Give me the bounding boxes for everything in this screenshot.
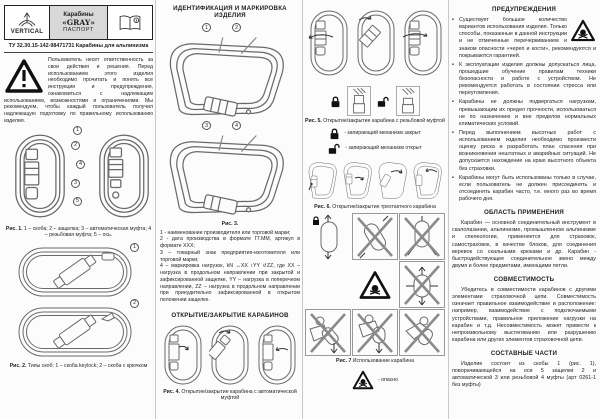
doc-title-line2: «GRAY» xyxy=(62,18,95,27)
callout-4-badge: 4 xyxy=(76,160,85,169)
auto-gate-step-open-drawing xyxy=(209,323,251,387)
gate-detail-row xyxy=(305,86,445,116)
figures-column xyxy=(305,2,445,390)
warning-item-text: Существует большое количество вариантов использования изделия. Только способы, показанные в данной инструкции и не отмеченные перечеркиванием и знаком опасности «череп и кости», рекомендуются и покрываются гарантией. xyxy=(459,17,596,59)
lock-closed-label: - запирающий механизм закрыт xyxy=(344,130,421,136)
figure-7-caption: Рис. 7 Использование карабина xyxy=(336,358,414,364)
triact-step-3-drawing xyxy=(376,158,409,202)
figure-4 xyxy=(160,323,300,387)
tu-standard-line: ТУ 32.30.15-142-98471731 Карабины для альпинизма xyxy=(4,40,153,53)
warning-item xyxy=(452,17,596,60)
usage-wrong-edge-3-cell xyxy=(399,309,445,356)
warning-item-text: К эксплуатации изделия должны допускаться лица, прошедшие обучение правилам техники безопасности и работе с устройством. Не рекомендуется работать в состоянии стресса или переутомления. xyxy=(459,61,596,97)
figure-3a xyxy=(160,23,300,119)
triact-step-1-drawing xyxy=(306,158,339,202)
gate-closed-detail-drawing xyxy=(347,86,371,116)
figure-3b xyxy=(160,121,300,219)
usage-wrong-edge-2-cell xyxy=(352,309,398,356)
warnings-heading: ПРЕДУПРЕЖДЕНИЯ xyxy=(491,6,557,13)
manual-book-icon xyxy=(118,14,142,32)
figure-1 xyxy=(4,128,153,224)
skull-danger-icon xyxy=(358,270,392,300)
bullet-marker: • xyxy=(452,174,454,181)
callout-keylock-badge: 1 xyxy=(130,243,139,252)
marking-item: 4 – маркировка нагрузок, kN ↔XX ↕YY ↺ZZ, где XX – нагрузка в продольном направлении при закрытой и зафиксированной защелке, YY – нагрузка в поперечном направлении, ZZ – нагрузка в продольном направлении при принудительно зафиксированной в открытом положении защелке. xyxy=(160,263,300,303)
marking-item: 3 – товарный знак предприятия-изготовителя или торговой марки; xyxy=(160,249,300,263)
danger-triangle-cell xyxy=(352,261,398,308)
bullet-marker: • xyxy=(452,99,454,106)
callout-1-badge: 1 xyxy=(73,126,82,135)
callout-mark-1: 1 xyxy=(202,23,211,32)
triact-step-2-drawing xyxy=(341,158,374,202)
d-carabiner-marking-drawing-2 xyxy=(164,133,294,215)
column-divider xyxy=(155,0,156,419)
brand-text: VERTICAL xyxy=(10,28,44,35)
oval-carabiner-screw-gate-drawing xyxy=(96,131,152,221)
bullet-marker: • xyxy=(452,17,454,23)
usage-wrong-edge-1-drawing xyxy=(308,311,348,355)
figure-5 xyxy=(305,2,445,84)
warning-item xyxy=(452,62,596,98)
warning-item-text: Карабины могут быть использованы только в случае, если пользователь не должен присоединять и отсоединять карабин часто, т.е. много раз во время рабочего дня. xyxy=(459,174,596,202)
figure-6 xyxy=(305,158,445,202)
warning-item xyxy=(452,130,596,173)
warning-item xyxy=(452,99,596,128)
callout-5-badge: 5 xyxy=(73,197,82,206)
lock-open-icon xyxy=(377,95,390,108)
skull-danger-icon xyxy=(352,370,374,390)
parts-text: Изделие состоит из скобы 1 (рис. 1), поворачивающейся на оси 5 защелки 2 и автоматической 3 или резьбовой 4 муфты (арт 0261-1 без муфты) xyxy=(452,361,596,389)
parts-heading: СОСТАВНЫЕ ЧАСТИ xyxy=(490,350,558,357)
warning-item-text: Перед выполнением высотных работ с использованием изделия необходимо произвести оценку риска и разработать план спасения при возникновении нештатных и аварийных ситуаций. Не допускается нахождение на краю высотного объекта без страховки. xyxy=(459,129,596,172)
lock-closed-legend xyxy=(305,127,445,140)
usage-wrong-threeway-drawing xyxy=(402,215,442,259)
usage-wrong-diagonal-cell xyxy=(352,213,398,260)
callout-mark-3: 3 xyxy=(202,121,211,130)
danger-label: - опасно xyxy=(377,376,399,383)
figure-2 xyxy=(4,243,153,361)
marking-item: 2 - дата производства в формате ГГ.ММ, артикул в формате XXX; xyxy=(160,236,300,249)
brand-cell xyxy=(5,6,49,39)
usage-correct-drawing xyxy=(311,214,345,260)
lock-closed-icon xyxy=(330,95,341,108)
bullet-marker: • xyxy=(452,61,454,68)
callout-hook-badge: 2 xyxy=(130,299,139,308)
usage-wrong-crossload-drawing xyxy=(402,263,442,307)
callout-2-badge: 2 xyxy=(71,141,80,150)
usage-wrong-crossload-cell xyxy=(399,261,445,308)
identification-heading: ИДЕНТИФИКАЦИЯ И МАРКИРОВКА ИЗДЕЛИЯ xyxy=(173,5,287,19)
usage-wrong-edge-2-drawing xyxy=(355,311,395,355)
keylock-carabiner-drawing xyxy=(16,245,134,299)
usage-wrong-edge-1-cell xyxy=(305,309,351,356)
vertical-logo xyxy=(16,11,38,29)
oval-carabiner-auto-gate-drawing xyxy=(12,131,68,221)
title-cell xyxy=(49,6,108,39)
marking-list xyxy=(160,230,300,304)
screw-gate-step-1-drawing xyxy=(306,2,350,84)
figure-1-caption: Рис. 1. 1 – скоба; 2 – защелка; 3 – автоматическая муфта; 4 – резьбовая муфта; 5 – ось. xyxy=(5,225,152,238)
open-close-heading: ОТКРЫТИЕ/ЗАКРЫТИЕ КАРАБИНОВ xyxy=(171,311,289,319)
warning-item-text: Карабины не должны подвергаться нагрузкам, превышающим их предел прочности, использоваться не по назначению и вне пределов нормальных климатических условий. xyxy=(459,99,596,127)
application-text: Карабин — основной соединительный инструмент в скалолазании, альпинизме, промышленном альпинизме и спелеологии, применяется для страховок, самостраховок, в качестве блоков, для соединения веревок со скальными крюками и др. Карабин - быстродействующее соединительное звено между двумя и более предметами, имеющими петли. xyxy=(452,220,596,269)
compatibility-text: Убедитесь в совместимости карабинов с другими элементами страховочной цепи. Совместимость означает правильное взаимодействие и расположение: например, взаимодействие с подключаемыми устройствами, правильное приложение нагрузки на карабин и т.д. Несовместимость может привести к непроизвольному выстегиванию или разрушению карабина или других элементов страховочной цепи. xyxy=(452,287,596,343)
figure-7-grid xyxy=(305,213,445,356)
figure-5-caption: Рис. 5. Открытие/закрытие карабина с резьбовой муфтой xyxy=(305,118,445,124)
usage-grid-empty-cell xyxy=(305,261,351,308)
gate-open-detail-drawing xyxy=(396,86,420,116)
auto-gate-step-closed-drawing xyxy=(162,323,204,387)
warning-item xyxy=(452,175,596,204)
lock-open-icon xyxy=(328,142,341,155)
warning-box xyxy=(4,57,153,125)
usage-wrong-diagonal-drawing xyxy=(355,215,395,259)
callout-3-badge: 3 xyxy=(71,179,80,188)
screw-gate-step-2-drawing xyxy=(353,2,397,84)
left-column xyxy=(4,5,153,369)
lock-open-label: - запирающий механизм открыт xyxy=(345,145,422,151)
triact-step-4-drawing xyxy=(411,158,444,202)
lock-open-legend xyxy=(305,142,445,155)
figure-6-caption: Рис. 6. Открытие/закрытие трехтактного карабина xyxy=(314,203,436,210)
usage-wrong-edge-3-drawing xyxy=(402,311,442,355)
usage-correct-cell xyxy=(305,213,351,260)
skull-danger-icon xyxy=(570,19,596,42)
danger-legend xyxy=(305,370,445,390)
column-divider xyxy=(448,0,449,419)
auto-gate-step-release-drawing xyxy=(256,323,298,387)
doc-title-line3: ПАСПОРТ xyxy=(63,27,94,33)
header-table xyxy=(4,5,153,40)
d-carabiner-marking-drawing xyxy=(164,35,294,117)
manual-cell xyxy=(108,6,152,39)
bullet-marker: • xyxy=(452,129,454,136)
application-heading: ОБЛАСТЬ ПРИМЕНЕНИЯ xyxy=(484,209,564,217)
warning-triangle-icon xyxy=(4,58,44,94)
figure-2-caption: Рис. 2. Типы скоб: 1 – скоба keylock; 2 – скоба с крючком xyxy=(9,362,148,369)
identification-column xyxy=(160,5,300,402)
screw-gate-step-3-drawing xyxy=(400,2,444,84)
text-column xyxy=(452,6,596,390)
usage-wrong-threeway-cell xyxy=(399,213,445,260)
compatibility-heading: СОВМЕСТИМОСТЬ xyxy=(493,276,555,283)
callout-mark-2: 2 xyxy=(232,23,241,32)
warning-text: Пользователь несет ответственность за свои действия и решения. Перед использованием этого изделия необходимо прочитать и понять все инструкции и предупреждения, ознакомиться с надлежащим использованием, возможностями и ограничениями. Мы рекомендуем, чтобы каждый пользователь получил надлежащую подготовку по правильному использованию изделия. xyxy=(4,57,153,124)
figure-4-caption: Рис. 4. Открытие/закрытие карабина с автоматической муфтой xyxy=(163,388,297,402)
callout-mark-4: 4 xyxy=(232,121,241,130)
column-divider xyxy=(302,0,303,419)
doc-title-line1: Карабины xyxy=(63,12,94,18)
hook-carabiner-drawing xyxy=(16,305,134,359)
marking-item: 1 - наименование производителя или торговой марки; xyxy=(160,229,291,236)
lock-closed-icon xyxy=(329,127,340,140)
figure-3-caption: Рис. 3. xyxy=(221,221,239,227)
